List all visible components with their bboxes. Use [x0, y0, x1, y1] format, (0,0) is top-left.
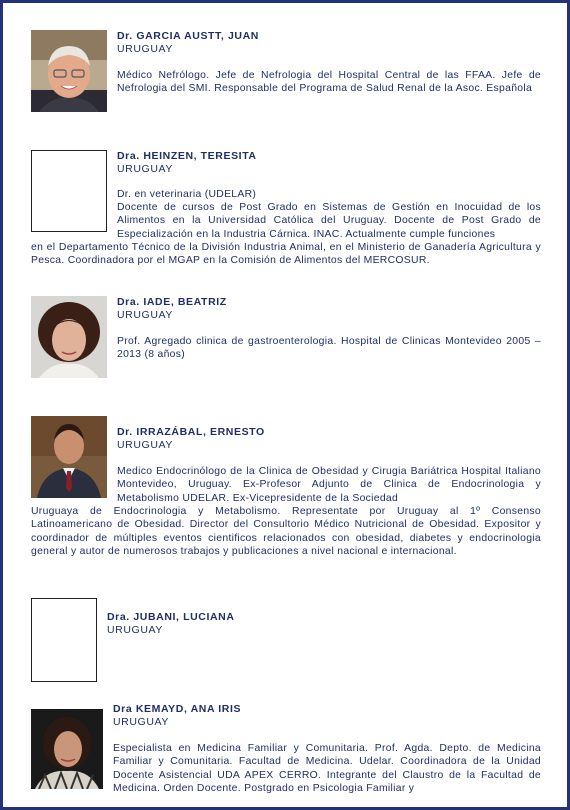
portrait-irrazabal: [31, 416, 107, 498]
portrait-garcia-austt: [31, 30, 107, 112]
portrait-placeholder-heinzen: [31, 150, 107, 232]
doctor-bio: Medico Endocrinólogo de la Clinica de Obesidad y Cirugia Bariátrica Hospital Italiano Montevideo, Uruguay. Ex-Profesor Adjunto de Clinica de Endocrinologia y Metabolismo UDELAR. Ex-Vicepresidente de la Sociedad: [117, 466, 541, 504]
doctor-country: URUGUAY: [107, 624, 163, 636]
doctor-country: URUGUAY: [117, 439, 173, 451]
doctor-bio-continued: Uruguaya de Endocrinologia y Metabolismo. Representate por Uruguay al 1º Consenso Latinoamericano de Obesidad. Director del Consultorio Médico Nutricional de Obesidad. Expositor y coordinador de múltiples eventos cientificos relacionados con obesidad, diabetes y endocrinologia general y autor de numerosos trabajos y publicaciones a nivel nacional e internacional.: [31, 506, 541, 558]
doctor-bio: Especialista en Medicina Familiar y Comunitaria. Prof. Agda. Depto. de Medicina Familiar y Comunitaria. Facultad de Medicina. Udelar. Coordinadora de la Unidad Docente Asistencial UDA APEX CERRO. Integrante del Claustro de la Facultad de Medicina. Orden Docente. Postgrado en Psicologia Familiar y: [113, 743, 541, 795]
doctor-name: Dra. IADE, BEATRIZ: [117, 296, 227, 308]
doctor-bio: Prof. Agregado clinica de gastroenterologia. Hospital de Clinicas Montevideo 2005 – 2013 (8 años): [117, 336, 541, 361]
doctor-country: URUGUAY: [117, 163, 173, 175]
doctor-name: Dra KEMAYD, ANA IRIS: [113, 703, 242, 715]
doctor-bio: Médico Nefrólogo. Jefe de Nefrologia del Hospital Central de las FFAA. Jefe de Nefrologia del SMI. Responsable del Programa de Salud Renal de la Asoc. Española: [117, 70, 541, 95]
doctor-name: Dra. JUBANI, LUCIANA: [107, 611, 235, 623]
portrait-kemayd: [31, 709, 103, 789]
doctor-country: URUGUAY: [113, 716, 169, 728]
doctor-country: URUGUAY: [117, 309, 173, 321]
portrait-iade: [31, 296, 107, 378]
doctor-name: Dra. HEINZEN, TERESITA: [117, 150, 257, 162]
doctor-name: Dr. IRRAZÁBAL, ERNESTO: [117, 426, 265, 438]
doctor-bio-continued: en el Departamento Técnico de la División Industria Animal, en el Ministerio de Ganadería Agricultura y Pesca. Coordinadora por el MGAP en la Comisión de Alimentos del MERCOSUR.: [31, 242, 541, 267]
doctor-name: Dr. GARCIA AUSTT, JUAN: [117, 30, 259, 42]
doctor-country: URUGUAY: [117, 43, 173, 55]
doctor-bio-intro: Dr. en veterinaria (UDELAR): [117, 189, 257, 200]
doctor-bio: Docente de cursos de Post Grado en Sistemas de Gestión en Inocuidad de los Alimentos en la Universidad Católica del Uruguay. Docente de Post Grado de Especialización en la Industria Cárnica. INAC. Actualmente cumple funciones: [117, 202, 541, 240]
portrait-placeholder-jubani: [31, 598, 97, 682]
